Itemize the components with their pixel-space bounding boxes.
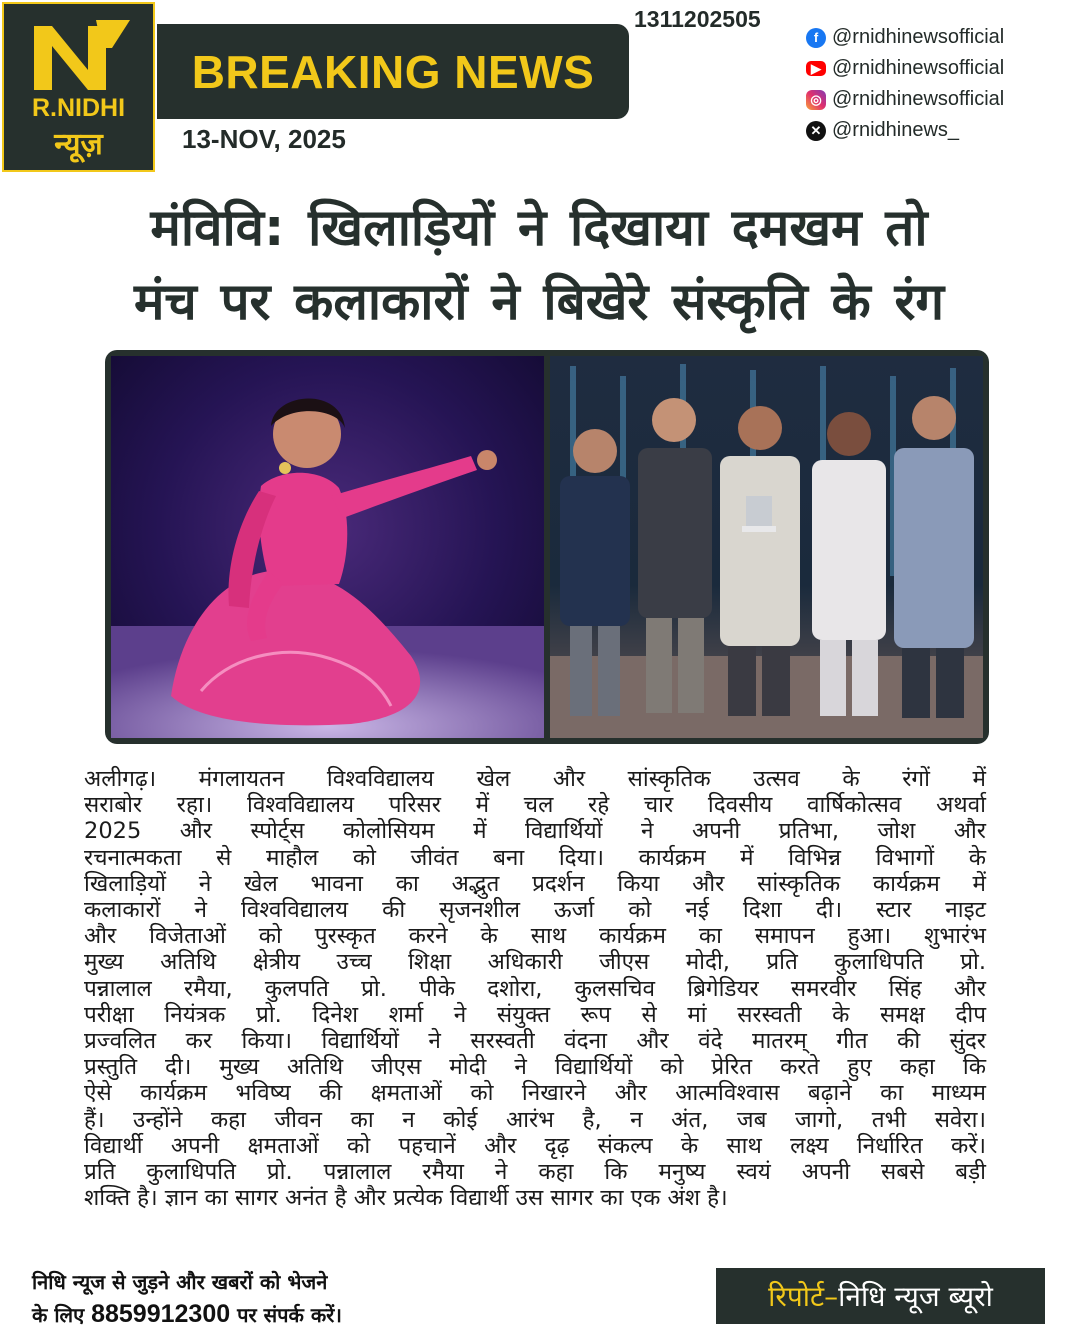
headline <box>20 192 1058 340</box>
article-line: रचनात्मकता से माहौल को जीवंत बना दिया। कार्यक्रम में विभिन्न विभागों के <box>84 844 986 871</box>
article-line: विद्यार्थी अपनी क्षमताओं को पहचानें और दृढ़ संकल्प के साथ लक्ष्य निर्धारित करें। <box>84 1132 986 1159</box>
logo-brand-name: R.NIDHI <box>31 94 126 122</box>
article-line: मुख्य अतिथि क्षेत्रीय उच्च शिक्षा अधिकारी जीएस मोदी, प्रति कुलाधिपति प्रो. <box>84 949 986 976</box>
contact-suffix: पर संपर्क करें। <box>237 1303 342 1327</box>
report-credit <box>716 1268 1045 1324</box>
social-handle: @rnidhinews_ <box>832 119 960 141</box>
award-ceremony-photo <box>550 356 983 738</box>
instagram-icon: ◎ <box>806 90 826 110</box>
article-line: कलाकारों ने विश्वविद्यालय की सृजनशील ऊर्जा को नई दिशा दी। स्टार नाइट <box>84 897 986 924</box>
x-icon: ✕ <box>806 121 826 141</box>
contact-line-2 <box>32 1298 342 1331</box>
article-line: हैं। उन्होंने कहा जीवन का न कोई आरंभ है, न अंत, जब जागो, तभी सवेरा। <box>84 1106 986 1133</box>
article-line: प्रति कुलाधिपति प्रो. पन्नालाल रमैया ने कहा कि मनुष्य स्वयं अपनी सबसे बड़ी <box>84 1159 986 1186</box>
brand-logo <box>2 2 155 172</box>
headline-line: मंच पर कलाकारों ने बिखेरे संस्कृति के रंग <box>133 273 945 332</box>
article-line: 2025 और स्पोर्ट्स कोलोसियम में विद्यार्थियों ने अपनी प्रतिभा, जोश और <box>84 818 986 845</box>
breaking-news-banner <box>157 24 629 119</box>
headline-line: मंविवि: खिलाड़ियों ने दिखाया दमखम तो <box>150 199 928 258</box>
social-youtube[interactable] <box>806 53 1004 84</box>
article-line: ऐसे कार्यक्रम भविष्य की क्षमताओं को निखारने और आत्मविश्वास बढ़ाने का माध्यम <box>84 1080 986 1107</box>
youtube-icon: ▶ <box>806 61 826 76</box>
article-body <box>84 766 986 1211</box>
dancer-photo <box>111 356 544 738</box>
report-prefix: रिपोर्ट– <box>768 1280 839 1313</box>
logo-n-mark-icon <box>26 18 134 94</box>
header-phone: 1311202505 <box>634 6 761 32</box>
photo-frame <box>105 350 989 744</box>
article-line: शक्ति है। ज्ञान का सागर अनंत है और प्रत्येक विद्यार्थी उस सागर का एक अंश है। <box>84 1185 728 1212</box>
article-line: प्रज्वलित कर किया। विद्यार्थियों ने सरस्वती वंदना और वंदे मातरम् गीत की सुंदर <box>84 1028 986 1055</box>
article-line: अलीगढ़। मंगलायतन विश्वविद्यालय खेल और सांस्कृतिक उत्सव के रंगों में <box>84 766 986 792</box>
article-line: प्रस्तुति दी। मुख्य अतिथि जीएस मोदी ने विद्यार्थियों को प्रेरित करते हुए कहा कि <box>84 1054 986 1081</box>
social-handle: @rnidhinewsofficial <box>832 57 1005 79</box>
dancer-illustration <box>111 356 544 738</box>
article-line: परीक्षा नियंत्रक प्रो. दिनेश शर्मा ने संयुक्त रूप से मां सरस्वती के समक्ष दीप <box>84 1001 986 1028</box>
award-illustration <box>550 356 983 738</box>
social-x[interactable] <box>806 115 1004 146</box>
social-facebook[interactable] <box>806 22 1004 53</box>
social-handle: @rnidhinewsofficial <box>832 26 1005 48</box>
publish-date: 13-NOV, 2025 <box>182 124 346 154</box>
logo-subtitle: न्यूज़ <box>54 127 103 162</box>
social-instagram[interactable] <box>806 84 1004 115</box>
report-name: निधि न्यूज ब्यूरो <box>838 1280 993 1313</box>
article-line: खिलाड़ियों ने खेल भावना का अद्भुत प्रदर्शन किया और सांस्कृतिक कार्यक्रम में <box>84 870 986 897</box>
article-line: और विजेताओं को पुरस्कृत करने के साथ कार्यक्रम का समापन हुआ। शुभारंभ <box>84 923 986 950</box>
contact-line: निधि न्यूज से जुड़ने और खबरों को भेजने <box>32 1270 328 1294</box>
breaking-news-label: BREAKING NEWS <box>191 45 595 98</box>
contact-prefix: के लिए <box>32 1303 85 1327</box>
social-handle: @rnidhinewsofficial <box>832 88 1005 110</box>
article-line: पन्नालाल रमैया, कुलपति प्रो. पीके दशोरा, कुलसचिव ब्रिगेडियर समरवीर सिंह और <box>84 975 986 1002</box>
contact-number[interactable]: 8859912300 <box>91 1300 231 1328</box>
social-handles <box>806 22 1004 146</box>
contact-note <box>32 1266 342 1331</box>
facebook-icon: f <box>806 28 826 48</box>
article-line: सराबोर रहा। विश्वविद्यालय परिसर में चल रहे चार दिवसीय वार्षिकोत्सव अथर्वा <box>84 792 986 819</box>
